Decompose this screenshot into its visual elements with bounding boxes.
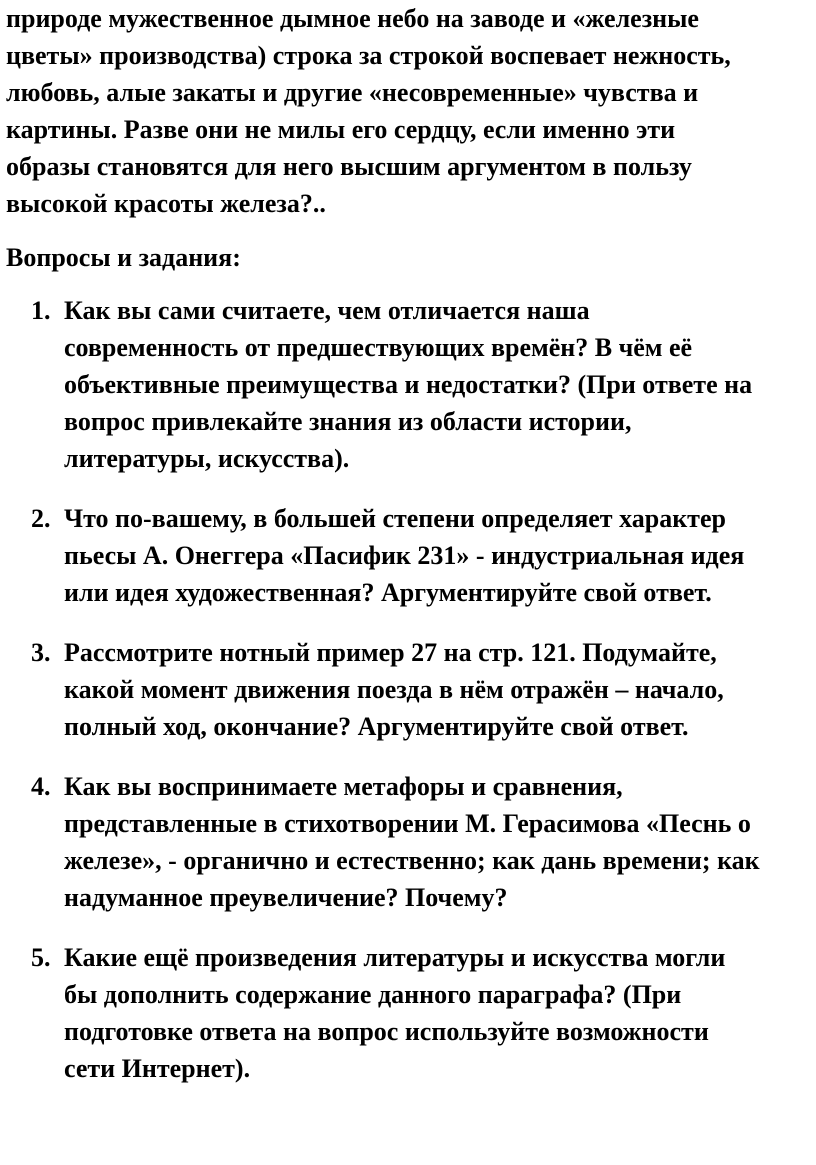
- question-line: подготовке ответа на вопрос используйте возможности: [64, 1017, 709, 1046]
- question-number: 1.: [31, 296, 51, 325]
- question-line: современность от предшествующих времён? В чём её: [64, 333, 693, 362]
- question-text: [64, 768, 804, 916]
- question-line: Как вы воспринимаете метафоры и сравнения,: [64, 772, 623, 801]
- intro-line: картины. Разве они не милы его сердцу, если именно эти: [6, 115, 676, 144]
- question-number: 5.: [31, 943, 51, 972]
- question-line: полный ход, окончание? Аргументируйте свой ответ.: [64, 712, 689, 741]
- question-line: Рассмотрите нотный пример 27 на стр. 121. Подумайте,: [64, 638, 717, 667]
- questions-list: [0, 292, 816, 1110]
- question-number: 4.: [31, 772, 51, 801]
- question-text: [64, 634, 804, 745]
- question-text: [64, 292, 804, 477]
- intro-line: образы становятся для него высшим аргументом в пользу: [6, 152, 692, 181]
- question-line: объективные преимущества и недостатки? (При ответе на: [64, 370, 753, 399]
- question-text: [64, 500, 804, 611]
- question-line: Как вы сами считаете, чем отличается наша: [64, 296, 590, 325]
- question-item-5: [0, 939, 804, 1087]
- intro-line: любовь, алые закаты и другие «несовременные» чувства и: [6, 78, 699, 107]
- intro-paragraph: [6, 0, 806, 222]
- questions-heading: Вопросы и задания:: [6, 243, 241, 272]
- question-line: железе», - органично и естественно; как дань времени; как: [64, 846, 760, 875]
- question-line: литературы, искусства).: [64, 444, 350, 473]
- question-line: или идея художественная? Аргументируйте свой ответ.: [64, 578, 712, 607]
- question-item-1: [0, 292, 804, 477]
- question-item-3: [0, 634, 804, 745]
- intro-line: высокой красоты железа?..: [6, 189, 326, 218]
- question-line: представленные в стихотворении М. Герасимова «Песнь о: [64, 809, 751, 838]
- intro-line: цветы» производства) строка за строкой воспевает нежность,: [6, 41, 731, 70]
- question-line: бы дополнить содержание данного параграфа? (При: [64, 980, 682, 1009]
- question-line: сети Интернет).: [64, 1054, 251, 1083]
- question-item-4: [0, 768, 804, 916]
- question-line: надуманное преувеличение? Почему?: [64, 883, 508, 912]
- question-line: Какие ещё произведения литературы и искусства могли: [64, 943, 726, 972]
- question-line: вопрос привлекайте знания из области истории,: [64, 407, 632, 436]
- question-line: Что по-вашему, в большей степени определяет характер: [64, 504, 726, 533]
- question-line: какой момент движения поезда в нём отражён – начало,: [64, 675, 724, 704]
- question-line: пьесы А. Онеггера «Пасифик 231» - индустриальная идея: [64, 541, 745, 570]
- question-text: [64, 939, 804, 1087]
- intro-line: природе мужественное дымное небо на заводе и «железные: [6, 4, 699, 33]
- question-item-2: [0, 500, 804, 611]
- question-number: 3.: [31, 638, 51, 667]
- question-number: 2.: [31, 504, 51, 533]
